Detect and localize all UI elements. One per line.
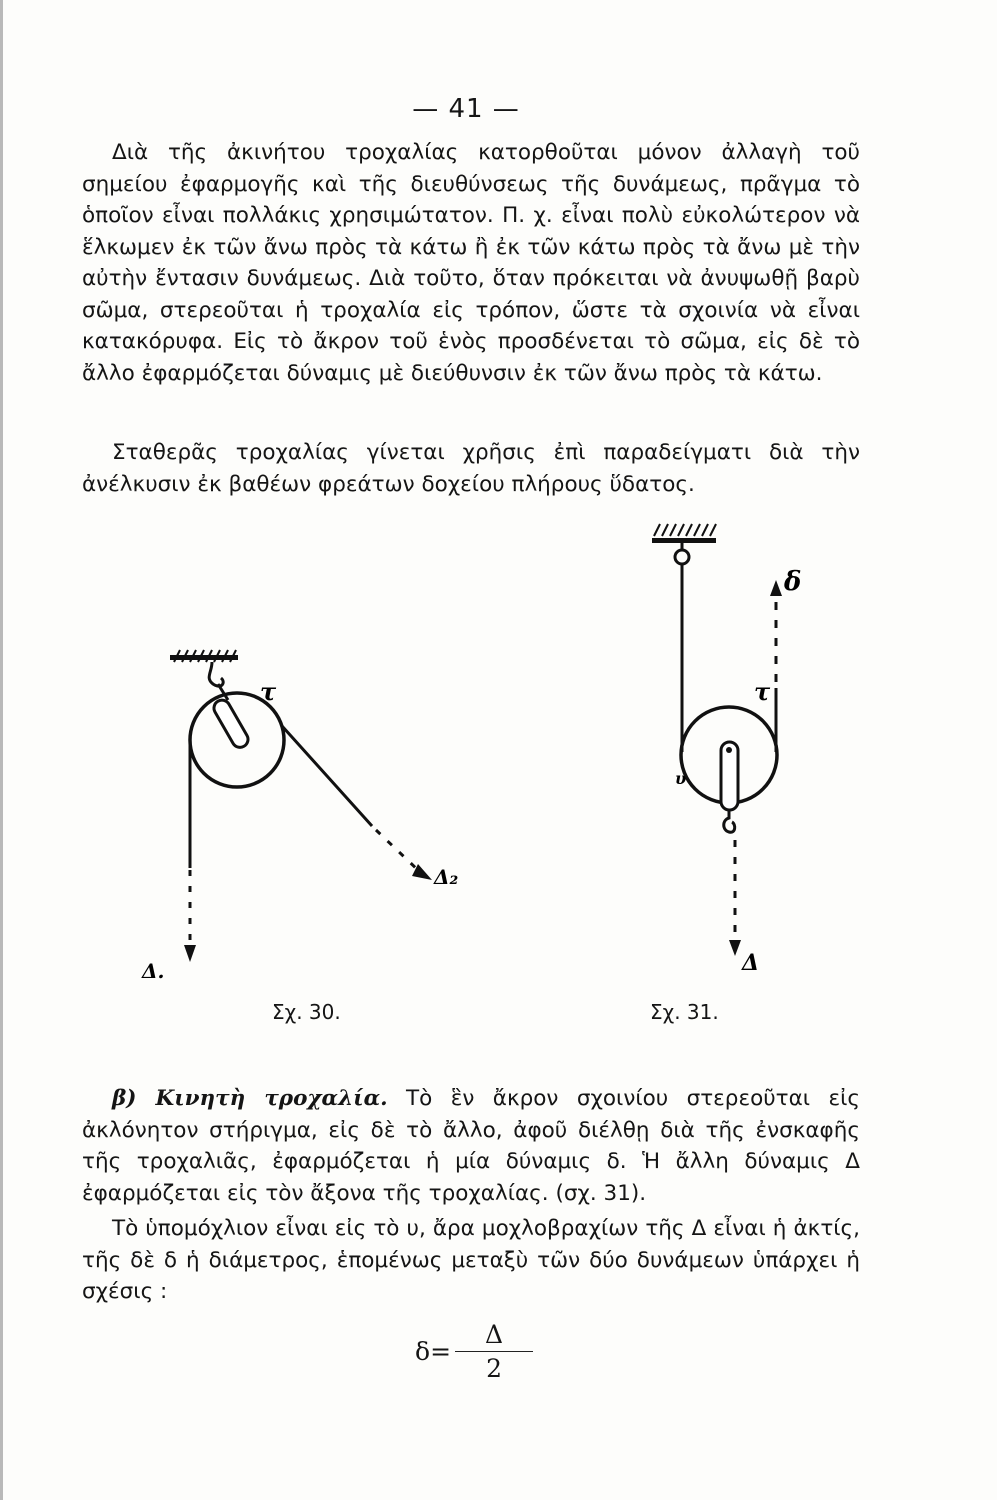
movable-pulley-text: Τὸ ἓν ἄκρον σχοινίου στερεοῦται εἰς ἀκλόνητον στήριγμα, εἰς δὲ τὸ ἄλλο, ἀφοῦ διέλθῃ διὰ τῆς ἐνσκαφῆς τῆς τροχαλιᾶς, ἐφαρμόζεται ἡ μία δύναμις δ. Ἡ ἄλλη δύναμις Δ ἐφαρμόζεται εἰς τὸν ἄξονα τῆς τροχαλίας. (σχ. 31). (82, 1086, 860, 1206)
formula-equals: = (430, 1337, 452, 1366)
label-d2: Δ₂ (434, 865, 459, 889)
hook-30 (209, 662, 223, 686)
arrow-delta-big-icon (729, 940, 741, 956)
label-delta-small: δ (784, 567, 802, 597)
arrow-delta-small-icon (770, 580, 782, 596)
formula (415, 1320, 533, 1383)
caption-figure-31: Σχ. 31. (650, 1000, 719, 1024)
section-heading-movable-pulley: β) Κινητὴ τροχαλία. (112, 1086, 388, 1111)
fixing-ring-31 (675, 550, 689, 564)
formula-numerator: Δ (455, 1320, 533, 1352)
label-tau-30: τ (260, 677, 277, 706)
formula-denominator: 2 (486, 1354, 502, 1383)
paragraph-fixed-pulley-use: Σταθερᾶς τροχαλίας γίνεται χρῆσις ἐπὶ παραδείγματι διὰ τὴν ἀνέλκυσιν ἐκ βαθέων φρεάτων δοχείου πλήρους ὕδατος. (82, 440, 860, 497)
ceiling-mount-31 (652, 524, 716, 543)
paragraph-fixed-pulley: Διὰ τῆς ἀκινήτου τροχαλίας κατορθοῦται μόνον ἀλλαγὴ τοῦ σημείου ἐφαρμογῆς καὶ τῆς διευθύνσεως τῆς δυνάμεως, πρᾶγμα τὸ ὁποῖον εἶναι πολλάκις χρησιμώτατον. Π. χ. εἶναι πολὺ εὐκολώτερον νὰ ἕλκωμεν ἐκ τῶν ἄνω πρὸς τὰ κάτω ἢ ἐκ τῶν κάτω πρὸς τὰ ἄνω μὲ τὴν αὐτὴν ἔντασιν δυνάμεως. Διὰ τοῦτο, ὅταν πρόκειται νὰ ἀνυψωθῇ βαρὺ σῶμα, στερεοῦται ἡ τροχαλία εἰς τρόπον, ὥστε τὰ σχοινία νὰ εἶναι κατακόρυφα. Εἰς τὸ ἄκρον τοῦ ἑνὸς προσδένεται τὸ σῶμα, εἰς δὲ τὸ ἄλλο ἐφαρμόζεται δύναμις μὲ διεύθυνσιν ἐκ τῶν ἄνω πρὸς τὰ κάτω. (82, 140, 860, 386)
label-delta-big: Δ (742, 950, 760, 976)
paragraph-movable-pulley (82, 1083, 860, 1209)
axle-bar-30 (211, 697, 251, 750)
figure-31 (652, 524, 801, 976)
paragraph-fulcrum: Τὸ ὑπομόχλιον εἶναι εἰς τὸ υ, ἄρα μοχλοβραχίων τῆς Δ εἶναι ἡ ἀκτίς, τῆς δὲ δ ἡ διάμετρος, ἑπομένως μεταξὺ τῶν δύο δυνάμεων ὑπάρχει ἡ σχέσις : (82, 1216, 860, 1304)
formula-fraction (455, 1320, 533, 1383)
ceiling-mount-30 (170, 650, 238, 662)
formula-lhs: δ (415, 1337, 431, 1366)
label-tau-31: τ (754, 677, 771, 706)
caption-figure-30: Σχ. 30. (272, 1000, 341, 1024)
label-upsilon: υ (675, 769, 687, 788)
arrow-d1-icon (184, 945, 196, 962)
figure-30 (141, 650, 459, 983)
label-d1: Δ. (142, 959, 165, 983)
page-number: — 41 — (412, 94, 520, 124)
